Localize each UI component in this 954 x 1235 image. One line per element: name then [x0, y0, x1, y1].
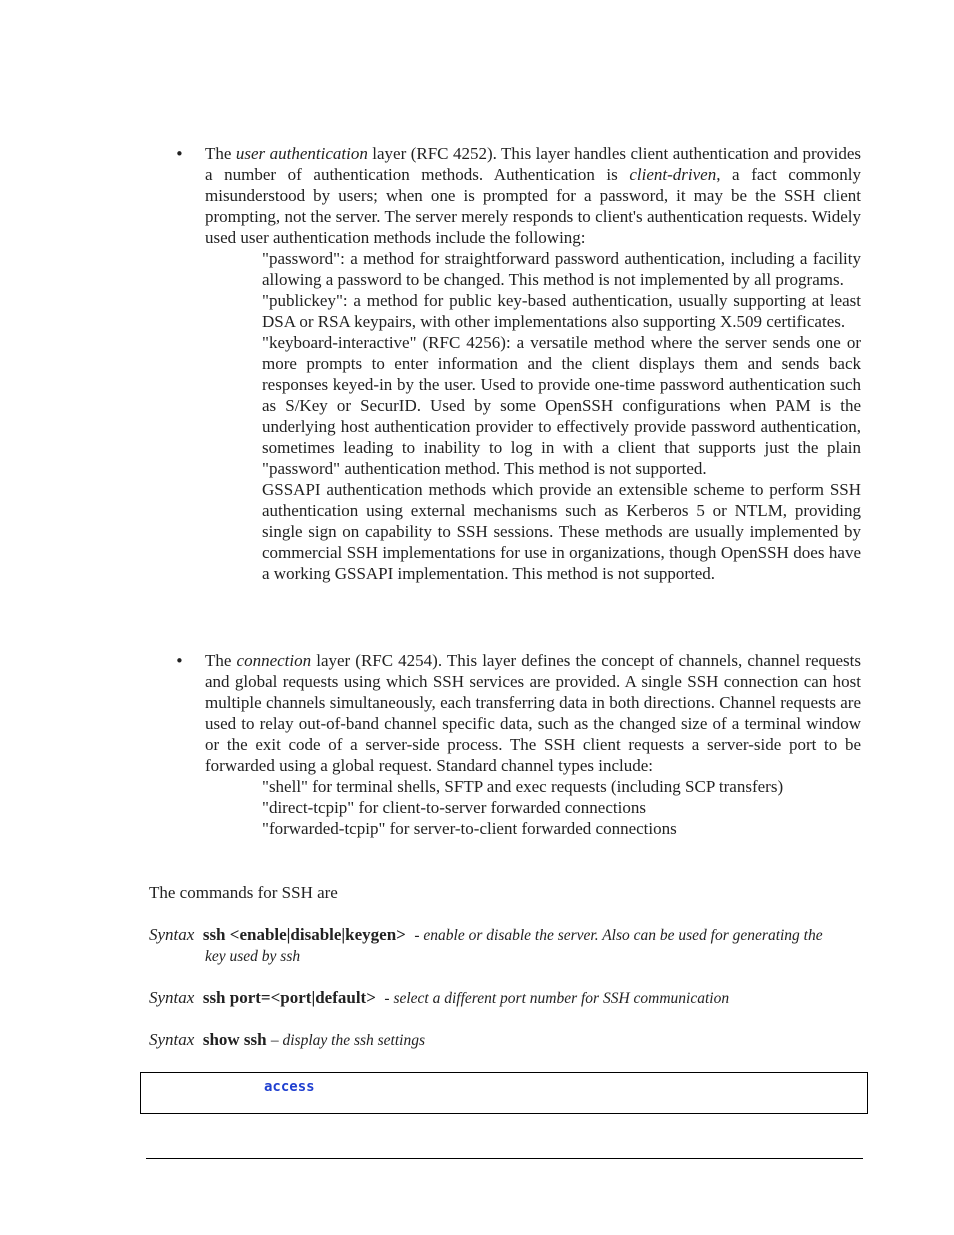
- bullet-user-authentication: [175, 143, 861, 584]
- channel-type-forwarded-tcpip: "forwarded-tcpip" for server-to-client forwarded connections: [262, 819, 677, 838]
- bullet-point: [175, 143, 205, 165]
- term-client-driven: client-driven: [629, 165, 717, 184]
- syntax-label: Syntax: [149, 988, 195, 1007]
- method-gssapi: GSSAPI authentication methods which provide an extensible scheme to perform SSH authentication using external mechanisms such as Kerberos 5 or NTLM, providing single sign on capability to SSH sessions. These methods are usually implemented by commercial SSH implementations for use in organizations, though OpenSSH does have a working GSSAPI implementation. This method is not supported.: [262, 480, 861, 583]
- term-user-authentication: user authentication: [235, 144, 368, 163]
- method-password: "password": a method for straightforward password authentication, including a facility allowing a password to be changed. This method is not implemented by all programs.: [262, 249, 861, 289]
- syntax-label: Syntax: [149, 1030, 195, 1049]
- channel-type-direct-tcpip: "direct-tcpip" for client-to-server forwarded connections: [262, 798, 646, 817]
- syntax-description: – display the ssh settings: [270, 1032, 426, 1049]
- term-connection: connection: [236, 651, 312, 670]
- method-keyboard-interactive: "keyboard-interactive" (RFC 4256): a versatile method where the server sends one or more prompts to enter information and the client displays them and sends back responses keyed-in by the user. Used to provide one-time password authentication such as S/Key or SecurID. Used by some OpenSSH configurations when PAM is the underlying host authentication provider to effectively provide password authentication, sometimes leading to inability to log in with a client that supports just the plain "password" authentication method. This method is not supported.: [262, 333, 861, 478]
- code-example-box: [140, 1072, 868, 1114]
- bullet-paragraph: The connection layer (RFC 4254). This layer defines the concept of channels, channel requests and global requests using which SSH services are provided. A single SSH connection can host multiple channels simultaneously, each transferring data in both directions. Channel requests are used to relay out-of-band channel specific data, such as the changed size of a terminal window or the exit code of a server-side process. The SSH client requests a server-side port to be forwarded using a global request. Standard channel types include:: [205, 651, 861, 775]
- syntax-ssh-port: [149, 987, 861, 1009]
- bullet-point: [175, 650, 205, 672]
- method-publickey: "publickey": a method for public key-based authentication, usually supporting at least DSA or RSA keypairs, with other implementations also supporting X.509 certificates.: [262, 291, 861, 331]
- syntax-command: ssh <enable|disable|keygen>: [202, 925, 406, 944]
- syntax-description-continued: key used by ssh: [205, 948, 301, 965]
- channel-type-shell: "shell" for terminal shells, SFTP and exec requests (including SCP transfers): [262, 777, 784, 796]
- bullet-connection: [175, 650, 861, 839]
- commands-intro: The commands for SSH are: [149, 883, 338, 902]
- syntax-description: - enable or disable the server. Also can be used for generating the: [414, 927, 823, 944]
- syntax-command: ssh port=<port|default>: [202, 988, 376, 1007]
- code-text: access: [264, 1079, 315, 1095]
- syntax-label: Syntax: [149, 925, 195, 944]
- syntax-ssh-enable: [149, 924, 861, 967]
- syntax-show-ssh: [149, 1029, 861, 1051]
- syntax-command: show ssh: [202, 1030, 267, 1049]
- footer-divider: [146, 1158, 863, 1159]
- syntax-description: - select a different port number for SSH communication: [384, 990, 730, 1007]
- bullet-paragraph: The user authentication layer (RFC 4252). This layer handles client authentication and provides a number of authentication methods. Authentication is client-driven, a fact commonly misunderstood by users; when one is prompted for a password, it may be the SSH client prompting, not the server. The server merely responds to client's authentication requests. Widely used user authentication methods include the following:: [205, 144, 861, 247]
